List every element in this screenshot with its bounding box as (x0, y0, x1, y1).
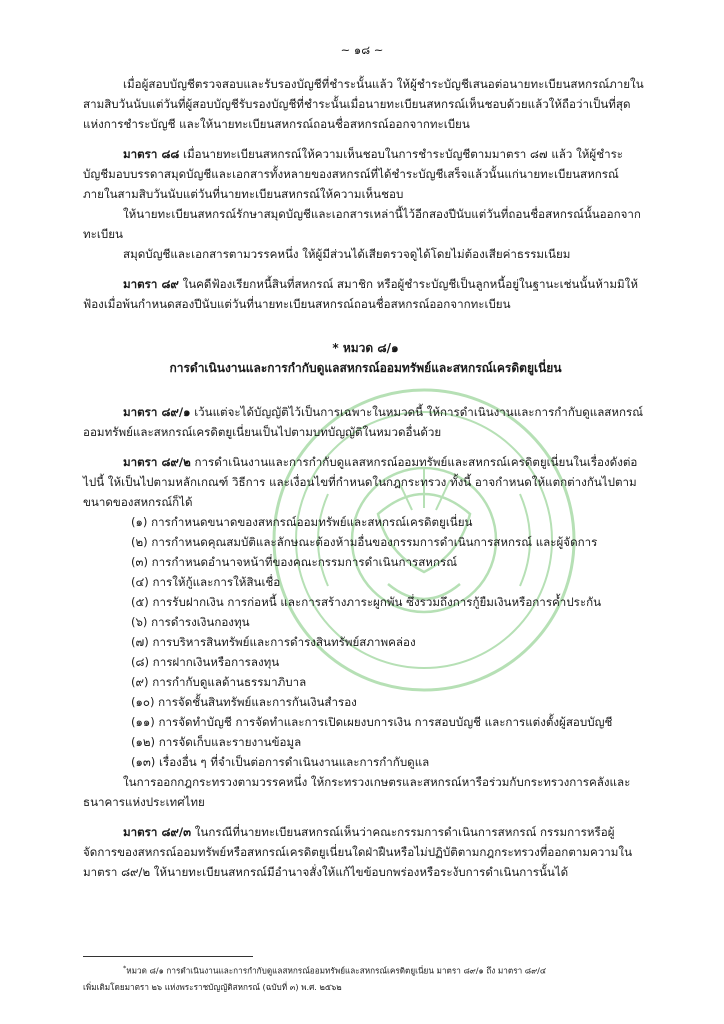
footnote-mark: * (123, 964, 127, 972)
footnote-divider (83, 956, 253, 957)
list-item: (๘) การฝากเงินหรือการลงทุน (131, 655, 280, 669)
list-item: (๒) การกำหนดคุณสมบัติและลักษณะต้องห้ามอื่นของกรรมการดำเนินการสหกรณ์ และผู้จัดการ (131, 535, 598, 549)
section-label: มาตรา ๘๙/๒ (123, 455, 191, 469)
section-text: การดำเนินงานและการกำกับดูแลสหกรณ์ออมทรัพย์และสหกรณ์เครดิตยูเนี่ยนในเรื่องดังต่อไปนี้ ให้เป็นไปตามหลักเกณฑ์ วิธีการ และเงื่อนไขที่กำหนดในกฎกระทรวง ทั้งนี้ อาจกำหนดให้แตกต่างกันไปตามขนาดของสหกรณ์ก็ได้ (83, 455, 638, 509)
list-item: (๖) การดำรงเงินกองทุน (131, 615, 250, 629)
section-89 (83, 274, 648, 314)
section-89-2 (83, 452, 648, 512)
page-number: ~ ๑๘ ~ (340, 43, 384, 57)
list-item: (๔) การให้กู้และการให้สินเชื่อ (131, 575, 281, 589)
footnote-line: หมวด ๘/๑ การดำเนินงานและการกำกับดูแลสหกรณ์ออมทรัพย์และสหกรณ์เครดิตยูเนี่ยน มาตรา ๘๙/๑ ถึง มาตรา ๘๙/๔ (126, 965, 547, 976)
document-body (83, 74, 648, 882)
list-item: (๙) การกำกับดูแลด้านธรรมาภิบาล (131, 675, 307, 689)
chapter-title: * หมวด ๘/๑ (332, 341, 399, 355)
item-list (83, 512, 648, 772)
list-item: (๓) การกำหนดอำนาจหน้าที่ของคณะกรรมการดำเนินการสหกรณ์ (131, 555, 457, 569)
footnote (83, 960, 663, 995)
list-item: (๑) การกำหนดขนาดของสหกรณ์ออมทรัพย์และสหกรณ์เครดิตยูเนี่ยน (131, 515, 473, 529)
footnote-line: เพิ่มเติมโดยมาตรา ๒๖ แห่งพระราชบัญญัติสหกรณ์ (ฉบับที่ ๓) พ.ศ. ๒๕๖๒ (83, 981, 342, 992)
list-item: (๑๒) การจัดเก็บและรายงานข้อมูล (131, 735, 302, 749)
list-item: (๑๓) เรื่องอื่น ๆ ที่จำเป็นต่อการดำเนินงานและการกำกับดูแล (131, 755, 430, 769)
section-label: มาตรา ๘๙/๓ (123, 825, 192, 839)
section-89-3 (83, 822, 648, 882)
list-item: (๑๑) การจัดทำบัญชี การจัดทำและการเปิดเผยงบการเงิน การสอบบัญชี และการแต่งตั้งผู้สอบบัญชี (131, 715, 613, 729)
section-text: เว้นแต่จะได้บัญญัติไว้เป็นการเฉพาะในหมวดนี้ ให้การดำเนินงานและการกำกับดูแลสหกรณ์ออมทรัพย์และสหกรณ์เครดิตยูเนี่ยนเป็นไปตามบทบัญญัติในหมวดอื่นด้วย (83, 405, 644, 439)
chapter-subtitle: การดำเนินงานและการกำกับดูแลสหกรณ์ออมทรัพย์และสหกรณ์เครดิตยูเนี่ยน (169, 361, 562, 375)
list-item: (๗) การบริหารสินทรัพย์และการดำรงสินทรัพย์สภาพคล่อง (131, 635, 416, 649)
list-item: (๕) การรับฝากเงิน การก่อหนี้ และการสร้างภาระผูกพัน ซึ่งรวมถึงการกู้ยืมเงินหรือการค้ำประกัน (131, 595, 602, 609)
section-label: มาตรา ๘๙ (123, 277, 179, 291)
paragraph: สมุดบัญชีและเอกสารตามวรรคหนึ่ง ให้ผู้มีส่วนได้เสียตรวจดูได้โดยไม่ต้องเสียค่าธรรมเนียม (123, 247, 571, 261)
paragraph: ในการออกกฎกระทรวงตามวรรคหนึ่ง ให้กระทรวงเกษตรและสหกรณ์หารือร่วมกับกระทรวงการคลังและธนาคารแห่งประเทศไทย (83, 775, 631, 809)
section-88 (83, 144, 648, 204)
section-89-1 (83, 402, 648, 442)
list-item: (๑๐) การจัดชั้นสินทรัพย์และการกันเงินสำรอง (131, 695, 357, 709)
section-text: ในคดีฟ้องเรียกหนี้สินที่สหกรณ์ สมาชิก หรือผู้ชำระบัญชีเป็นลูกหนี้อยู่ในฐานะเช่นนั้นห้ามมิให้ฟ้องเมื่อพ้นกำหนดสองปีนับแต่วันที่นายทะเบียนสหกรณ์ถอนชื่อสหกรณ์ออกจากทะเบียน (83, 277, 638, 311)
section-label: มาตรา ๘๘ (123, 147, 180, 161)
paragraph: เมื่อผู้สอบบัญชีตรวจสอบและรับรองบัญชีที่ชำระนั้นแล้ว ให้ผู้ชำระบัญชีเสนอต่อนายทะเบียนสหกรณ์ภายในสามสิบวันนับแต่วันที่ผู้สอบบัญชีรับรองบัญชีที่ชำระนั้นเมื่อนายทะเบียนสหกรณ์เห็นชอบด้วยแล้วให้ถือว่าเป็นที่สุดแห่งการชำระบัญชี และให้นายทะเบียนสหกรณ์ถอนชื่อสหกรณ์ออกจากทะเบียน (83, 77, 644, 131)
section-label: มาตรา ๘๙/๑ (123, 405, 191, 419)
paragraph: ให้นายทะเบียนสหกรณ์รักษาสมุดบัญชีและเอกสารเหล่านี้ไว้อีกสองปีนับแต่วันที่ถอนชื่อสหกรณ์นั้นออกจากทะเบียน (83, 207, 641, 241)
section-text: ในกรณีที่นายทะเบียนสหกรณ์เห็นว่าคณะกรรมการดำเนินการสหกรณ์ กรรมการหรือผู้จัดการของสหกรณ์ออมทรัพย์หรือสหกรณ์เครดิตยูเนี่ยนใดฝ่าฝืนหรือไม่ปฏิบัติตามกฎกระทรวงที่ออกตามความในมาตรา ๘๙/๒ ให้นายทะเบียนสหกรณ์มีอำนาจสั่งให้แก้ไขข้อบกพร่องหรือระงับการดำเนินการนั้นได้ (83, 825, 633, 879)
section-text: เมื่อนายทะเบียนสหกรณ์ให้ความเห็นชอบในการชำระบัญชีตามมาตรา ๘๗ แล้ว ให้ผู้ชำระบัญชีมอบบรรดาสมุดบัญชีและเอกสารทั้งหลายของสหกรณ์ที่ได้ชำระบัญชีเสร็จแล้วนั้นแก่นายทะเบียนสหกรณ์ ภายในสามสิบวันนับแต่วันที่นายทะเบียนสหกรณ์ให้ความเห็นชอบ (83, 147, 624, 201)
